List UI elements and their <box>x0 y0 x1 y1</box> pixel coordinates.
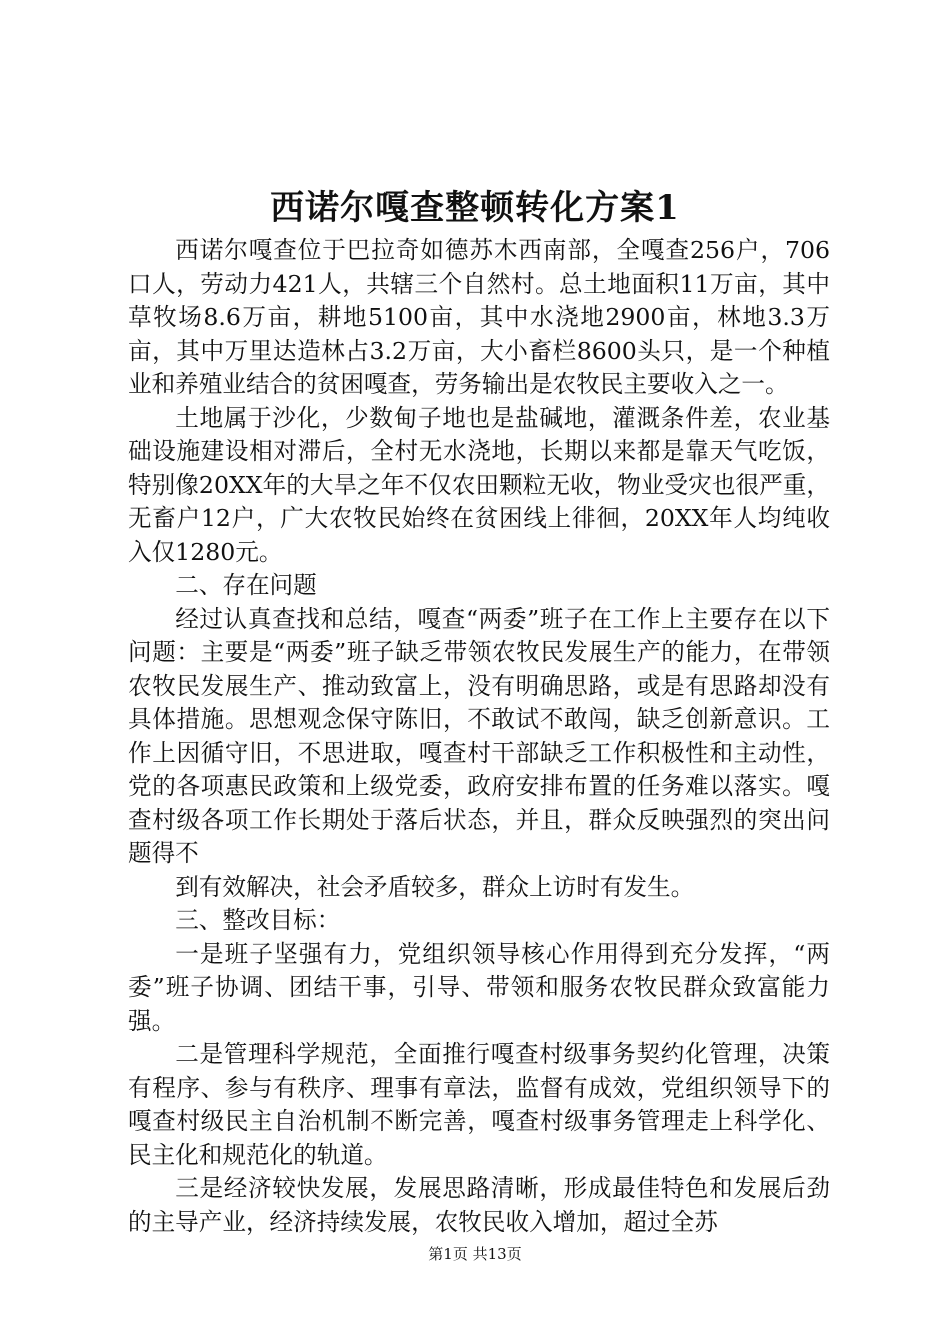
document-title: 西诺尔嘎查整顿转化方案1 <box>270 188 680 228</box>
document-body <box>128 234 830 1239</box>
paragraph-goal-1: 一是班子坚强有力，党组织领导核心作用得到充分发挥，“两委”班子协调、团结干事，引导、带领和服务农牧民群众致富能力强。 <box>128 939 830 1035</box>
section-heading-problems: 二、存在问题 <box>175 571 317 599</box>
paragraph-problems: 经过认真查找和总结，嘎查“两委”班子在工作上主要存在以下问题：主要是“两委”班子缺乏带领农牧民发展生产的能力，在带领农牧民发展生产、推动致富上，没有明确思路，或是有思路却没有具体措施。思想观念保守陈旧，不敢试不敢闯，缺乏创新意识。工作上因循守旧，不思进取，嘎查村干部缺乏工作积极性和主动性，党的各项惠民政策和上级党委，政府安排布置的任务难以落实。嘎查村级各项工作长期处于落后状态，并且，群众反映强烈的突出问题得不 <box>128 604 830 867</box>
paragraph-goal-3: 三是经济较快发展，发展思路清晰，形成最佳特色和发展后劲的主导产业，经济持续发展，农牧民收入增加，超过全苏 <box>128 1174 830 1236</box>
section-heading-goals: 三、整改目标： <box>175 906 341 934</box>
paragraph-overview: 西诺尔嘎查位于巴拉奇如德苏木西南部，全嘎查256户，706口人，劳动力421人，共辖三个自然村。总土地面积11万亩，其中草牧场8.6万亩，耕地5100亩，其中水浇地2900亩，林地3.3万亩，其中万里达造林占3.2万亩，大小畜栏8600头只，是一个种植业和养殖业结合的贫困嘎查，劳务输出是农牧民主要收入之一。 <box>128 236 830 398</box>
paragraph-goal-2: 二是管理科学规范，全面推行嘎查村级事务契约化管理，决策有程序、参与有秩序、理事有章法，监督有成效，党组织领导下的嘎查村级民主自治机制不断完善，嘎查村级事务管理走上科学化、民主化和规范化的轨道。 <box>128 1040 830 1169</box>
paragraph-problems-continued: 到有效解决，社会矛盾较多，群众上访时有发生。 <box>175 872 695 901</box>
paragraph-land: 土地属于沙化，少数甸子地也是盐碱地，灌溉条件差，农业基础设施建设相对滞后，全村无水浇地，长期以来都是靠天气吃饭，特别像20XX年的大旱之年不仅农田颗粒无收，物业受灾也很严重，无畜户12户，广大农牧民始终在贫困线上徘徊，20XX年人均纯收入仅1280元。 <box>128 403 830 566</box>
page-footer: 第1页 共13页 <box>428 1245 522 1263</box>
